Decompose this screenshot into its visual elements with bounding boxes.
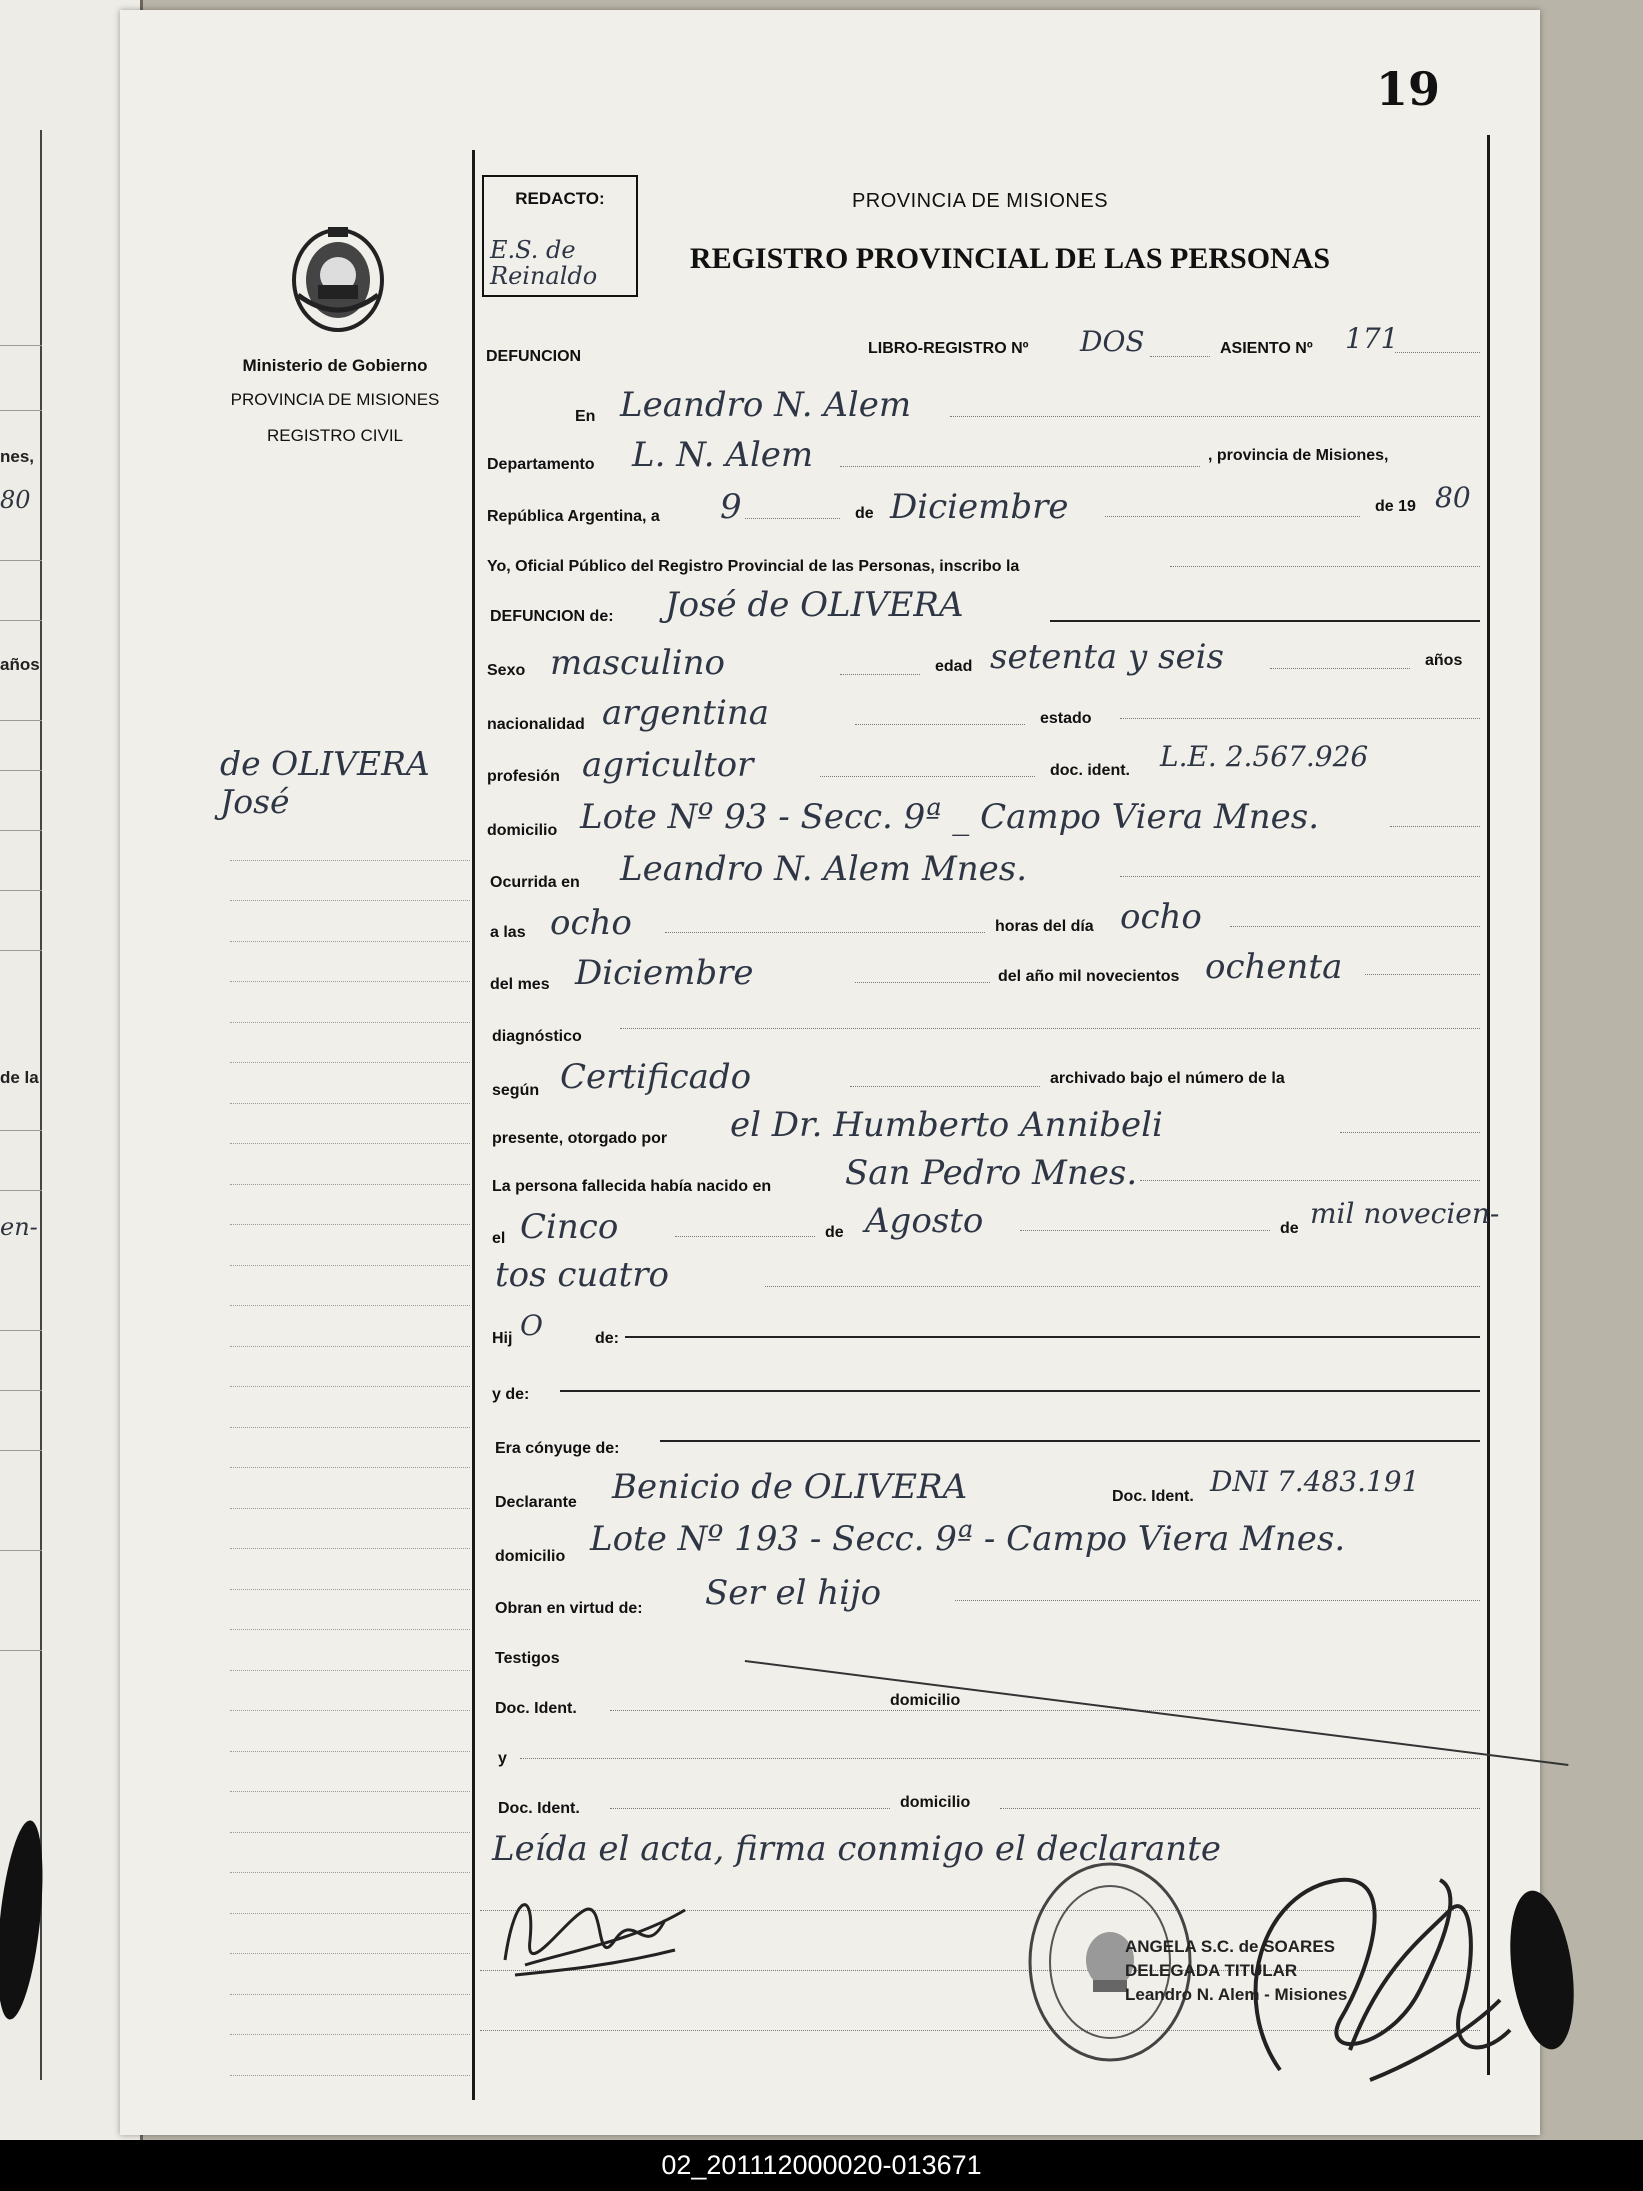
header-registro: REGISTRO PROVINCIAL DE LAS PERSONAS bbox=[689, 242, 1331, 275]
declarante-label: Declarante bbox=[495, 1494, 577, 1511]
ink-blot bbox=[0, 1818, 50, 2021]
closing-statement: Leída el acta, firma conmigo el declarante bbox=[492, 1829, 1221, 1869]
de-label: de bbox=[855, 505, 874, 522]
profesion-value: agricultor bbox=[582, 745, 754, 785]
left-page-line bbox=[0, 1330, 42, 1331]
left-page-line bbox=[0, 1130, 42, 1131]
nacionalidad-label: nacionalidad bbox=[487, 716, 585, 733]
year-value: 80 bbox=[1435, 481, 1471, 514]
provincia-label: , provincia de Misiones, bbox=[1208, 447, 1389, 464]
declarant-signature bbox=[495, 1880, 695, 1990]
sexo-value: masculino bbox=[550, 643, 726, 683]
declarante-doc-label: Doc. Ident. bbox=[1112, 1488, 1194, 1505]
archivado-label: archivado bajo el número de la bbox=[1050, 1070, 1285, 1087]
obran-label: Obran en virtud de: bbox=[495, 1600, 643, 1617]
redacto-label: REDACTO: bbox=[515, 189, 605, 208]
a-las-label: a las bbox=[490, 924, 526, 941]
line bbox=[840, 674, 920, 675]
doc-ident-value: L.E. 2.567.926 bbox=[1160, 740, 1369, 773]
asiento-label: ASIENTO Nº bbox=[1220, 340, 1313, 357]
left-page-line bbox=[0, 770, 42, 771]
left-page-fragment: de la bbox=[0, 1068, 39, 1087]
line bbox=[665, 932, 985, 933]
edad-value: setenta y seis bbox=[990, 637, 1224, 677]
margin-surname: de OLIVERA bbox=[220, 744, 430, 783]
margin-deceased-name bbox=[220, 745, 430, 821]
left-page-line bbox=[0, 1650, 42, 1651]
nacido-label: La persona fallecida había nacido en bbox=[492, 1178, 772, 1195]
form-right-rule bbox=[1487, 135, 1490, 2075]
line bbox=[1395, 352, 1480, 353]
a-las-value: ocho bbox=[550, 903, 632, 943]
line bbox=[1105, 516, 1360, 517]
line bbox=[1050, 620, 1480, 622]
asiento-value: 171 bbox=[1345, 322, 1399, 355]
line bbox=[1000, 1710, 1480, 1711]
segun-label: según bbox=[492, 1082, 540, 1099]
line bbox=[1270, 668, 1410, 669]
left-page-fragment: nes, bbox=[0, 447, 35, 466]
el-label: el bbox=[492, 1230, 506, 1247]
ocurrida-label: Ocurrida en bbox=[490, 874, 580, 891]
testigo2-doc-label: Doc. Ident. bbox=[498, 1800, 580, 1817]
margin-province-label: PROVINCIA DE MISIONES bbox=[230, 390, 440, 409]
left-page-line bbox=[0, 1390, 42, 1391]
left-page-line bbox=[0, 410, 42, 411]
hij-label: Hij bbox=[492, 1330, 513, 1347]
line bbox=[850, 1086, 1040, 1087]
line bbox=[660, 1440, 1480, 1442]
birth-year-continuation: tos cuatro bbox=[495, 1255, 669, 1295]
line bbox=[520, 1758, 1480, 1759]
birth-month-value: Agosto bbox=[865, 1201, 984, 1241]
ano-mil-label: del año mil novecientos bbox=[998, 968, 1180, 985]
line bbox=[610, 1808, 890, 1809]
presente-label: presente, otorgado por bbox=[492, 1130, 668, 1147]
line bbox=[625, 1336, 1480, 1338]
y-de-label: y de: bbox=[492, 1386, 530, 1403]
defuncion-de-label: DEFUNCION de: bbox=[490, 608, 614, 625]
declarante-value: Benicio de OLIVERA bbox=[612, 1467, 968, 1507]
coat-of-arms-icon bbox=[288, 225, 388, 335]
official-place: Leandro N. Alem - Misiones bbox=[1125, 1985, 1348, 2004]
cancel-stroke bbox=[745, 1660, 1569, 1766]
line bbox=[840, 466, 1200, 467]
testigo2-domicilio-label: domicilio bbox=[900, 1794, 971, 1811]
line bbox=[675, 1236, 815, 1237]
hij-de-label: de: bbox=[595, 1330, 619, 1347]
testigo1-doc-label: Doc. Ident. bbox=[495, 1700, 577, 1717]
line bbox=[1230, 926, 1480, 927]
official-name: ANGELA S.C. de SOARES bbox=[1125, 1937, 1336, 1956]
en-value: Leandro N. Alem bbox=[620, 385, 912, 425]
doc-ident-label: doc. ident. bbox=[1050, 762, 1130, 779]
image-id-caption: 02_201112000020-013671 bbox=[661, 2150, 982, 2180]
del-mes-label: del mes bbox=[490, 976, 550, 993]
profesion-label: profesión bbox=[487, 768, 560, 785]
line bbox=[620, 1028, 1480, 1029]
deceased-name-value: José de OLIVERA bbox=[665, 585, 964, 625]
domicilio-label: domicilio bbox=[487, 822, 558, 839]
page-number: 19 bbox=[1375, 62, 1440, 116]
day-value: 9 bbox=[720, 487, 742, 527]
birth-day-value: Cinco bbox=[520, 1207, 619, 1247]
declarante-doc-value: DNI 7.483.191 bbox=[1210, 1465, 1420, 1498]
line bbox=[820, 776, 1035, 777]
libro-label: LIBRO-REGISTRO Nº bbox=[868, 340, 1029, 357]
line bbox=[1170, 566, 1480, 567]
oficial-text: Yo, Oficial Público del Registro Provincial de las Personas, inscribo la bbox=[487, 558, 1020, 575]
official-stamp bbox=[1125, 1935, 1495, 2007]
line bbox=[955, 1600, 1480, 1601]
nacido-value: San Pedro Mnes. bbox=[845, 1153, 1138, 1193]
month-value: Diciembre bbox=[890, 487, 1069, 527]
left-page-line bbox=[0, 620, 42, 621]
testigo2-y-label: y bbox=[498, 1750, 507, 1767]
declarante-domicilio-value: Lote Nº 193 - Secc. 9ª - Campo Viera Mnes. bbox=[590, 1519, 1346, 1559]
register-page bbox=[120, 10, 1540, 2135]
line bbox=[1340, 1132, 1480, 1133]
diagnostico-label: diagnóstico bbox=[492, 1028, 582, 1045]
registro-civil-label: REGISTRO CIVIL bbox=[266, 426, 404, 445]
obran-value: Ser el hijo bbox=[705, 1573, 882, 1613]
line bbox=[1020, 1230, 1270, 1231]
margin-column bbox=[120, 10, 475, 2135]
libro-value: DOS bbox=[1080, 325, 1145, 358]
redacto-value: E.S. de Reinaldo bbox=[490, 236, 598, 290]
ano-mil-value: ochenta bbox=[1205, 947, 1343, 987]
line bbox=[745, 518, 840, 519]
left-page-line bbox=[0, 560, 42, 561]
line bbox=[950, 416, 1480, 417]
ocurrida-value: Leandro N. Alem Mnes. bbox=[620, 849, 1028, 889]
left-page-rule bbox=[40, 130, 42, 2080]
line bbox=[1120, 876, 1480, 877]
left-page-line bbox=[0, 830, 42, 831]
line bbox=[560, 1390, 1480, 1392]
del-mes-value: Diciembre bbox=[575, 953, 754, 993]
estado-label: estado bbox=[1040, 710, 1092, 727]
line bbox=[1140, 1180, 1480, 1181]
left-page-handwriting: 80 bbox=[0, 486, 31, 514]
republica-label: República Argentina, a bbox=[487, 508, 660, 525]
year-label: de 19 bbox=[1375, 498, 1416, 515]
line bbox=[610, 1710, 1010, 1711]
left-page-line bbox=[0, 950, 42, 951]
declarante-domicilio-label: domicilio bbox=[495, 1548, 566, 1565]
left-page-fragment: años bbox=[0, 655, 40, 674]
nacionalidad-value: argentina bbox=[602, 693, 770, 733]
left-page-line bbox=[0, 1190, 42, 1191]
domicilio-value: Lote Nº 93 - Secc. 9ª _ Campo Viera Mnes. bbox=[580, 797, 1320, 837]
anos-label: años bbox=[1425, 652, 1463, 669]
edad-label: edad bbox=[935, 658, 973, 675]
hij-value: O bbox=[520, 1309, 543, 1342]
ministry-label: Ministerio de Gobierno bbox=[242, 356, 428, 375]
left-page-handwriting: en- bbox=[0, 1213, 38, 1241]
horas-value: ocho bbox=[1120, 897, 1202, 937]
left-page-line bbox=[0, 720, 42, 721]
official-title: DELEGADA TITULAR bbox=[1125, 1961, 1298, 1980]
redacto-box bbox=[482, 175, 638, 297]
departamento-label: Departamento bbox=[487, 456, 595, 473]
birth-year-value: mil novecien- bbox=[1310, 1197, 1500, 1230]
testigo1-domicilio-label: domicilio bbox=[890, 1692, 961, 1709]
margin-ruled-lines bbox=[230, 820, 470, 2060]
line bbox=[1120, 718, 1480, 719]
header-province: PROVINCIA DE MISIONES bbox=[851, 190, 1109, 212]
birth-de-label: de bbox=[825, 1224, 844, 1241]
segun-value: Certificado bbox=[560, 1057, 752, 1097]
conyuge-label: Era cónyuge de: bbox=[495, 1440, 620, 1457]
act-type-label: DEFUNCION bbox=[486, 348, 582, 365]
left-page-line bbox=[0, 1550, 42, 1551]
line bbox=[1150, 356, 1210, 357]
left-page-line bbox=[0, 345, 42, 346]
horas-label: horas del día bbox=[995, 918, 1094, 935]
line bbox=[855, 724, 1025, 725]
left-page-line bbox=[0, 890, 42, 891]
presente-value: el Dr. Humberto Annibeli bbox=[730, 1105, 1163, 1145]
departamento-value: L. N. Alem bbox=[632, 435, 814, 475]
line bbox=[1000, 1808, 1480, 1809]
testigos-label: Testigos bbox=[495, 1650, 560, 1667]
line bbox=[1365, 974, 1480, 975]
line bbox=[765, 1286, 1480, 1287]
en-label: En bbox=[575, 408, 596, 425]
margin-given-name: José bbox=[220, 782, 290, 821]
line bbox=[855, 982, 990, 983]
sexo-label: Sexo bbox=[487, 662, 526, 679]
left-page-line bbox=[0, 1450, 42, 1451]
form-left-rule bbox=[472, 150, 475, 2100]
line bbox=[1390, 826, 1480, 827]
birth-de2-label: de bbox=[1280, 1220, 1299, 1237]
